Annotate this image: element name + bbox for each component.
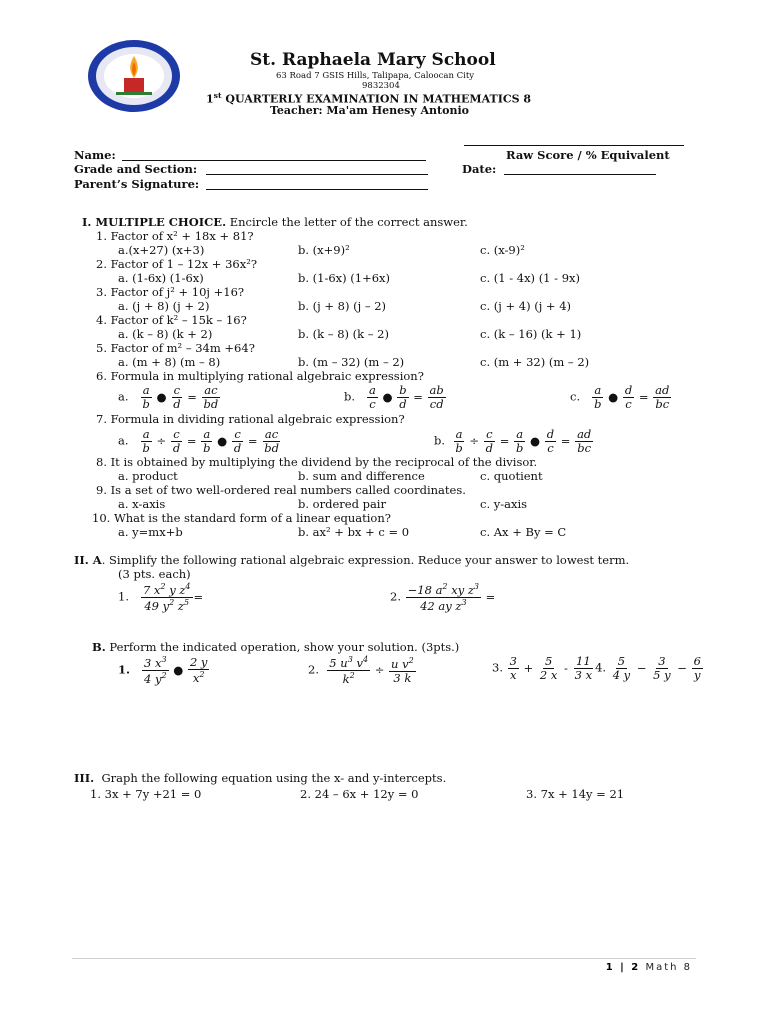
- q9-option-a[interactable]: a. x-axis: [118, 497, 166, 511]
- part2b-problem-2: 2. $\frac{5 u^3 v^4}{k^2}$ ÷ $\frac{u v^2}{3 k}$: [308, 655, 414, 686]
- q9-option-c[interactable]: c. y-axis: [480, 497, 528, 511]
- q5-text: 5. Factor of m² – 34m +64?: [96, 341, 255, 355]
- q7-option-a[interactable]: a. $\frac{a}{b}$ ÷ $\frac{c}{d}$ = $\frac{a}{b}$ ● $\frac{c}{d}$ = $\frac{ac}{bd}$: [118, 427, 279, 456]
- q5-option-b[interactable]: b. (m – 32) (m – 2): [298, 355, 405, 369]
- q1-text: 1. Factor of x² + 18x + 81?: [96, 229, 254, 243]
- q2-option-b[interactable]: b. (1-6x) (1+6x): [298, 271, 391, 285]
- part2a-problem-1: 1. $\frac{7 x^2 y z^4}{49 y^2 z^5}$ =: [118, 582, 204, 613]
- q10-option-a[interactable]: a. y=mx+b: [118, 525, 183, 539]
- q9-option-b[interactable]: b. ordered pair: [298, 497, 386, 511]
- part2b-problem-3: 3. $\frac{3}{x}$ + $\frac{5}{2 x}$ - $\frac{11}{3 x}$ 4. $\frac{5}{4 y}$ − $\frac{3}{5 y}$ − $\frac{6}{y}$: [492, 654, 701, 683]
- q6-text: 6. Formula in multiplying rational algebraic expression?: [96, 369, 424, 383]
- q2-option-a[interactable]: a. (1-6x) (1-6x): [118, 271, 204, 285]
- q3-text: 3. Factor of j² + 10j +16?: [96, 285, 245, 299]
- q8-text: 8. It is obtained by multiplying the dividend by the reciprocal of the divisor.: [96, 455, 538, 469]
- q8-option-c[interactable]: c. quotient: [480, 469, 543, 483]
- grade-section-label: Grade and Section:: [74, 162, 198, 176]
- school-address: 63 Road 7 GSIS Hills, Talipapa, Caloocan City: [276, 71, 475, 81]
- q8-option-a[interactable]: a. product: [118, 469, 178, 483]
- q1-option-b[interactable]: b. (x+9)²: [298, 243, 350, 257]
- part3-equation-3: 3. 7x + 14y = 21: [526, 787, 625, 801]
- q5-option-a[interactable]: a. (m + 8) (m – 8): [118, 355, 221, 369]
- raw-score-label: Raw Score / % Equivalent: [506, 148, 670, 162]
- part2a-heading: II. A. Simplify the following rational algebraic expression. Reduce your answer to lowest term.: [74, 553, 630, 567]
- q9-text: 9. Is a set of two well-ordered real numbers called coordinates.: [96, 483, 466, 497]
- q4-option-c[interactable]: c. (k – 16) (k + 1): [480, 327, 582, 341]
- q10-text: 10. What is the standard form of a linear equation?: [92, 511, 391, 525]
- q6-option-c[interactable]: c. $\frac{a}{b}$ ● $\frac{d}{c}$ = $\frac{ad}{bc}$: [570, 383, 670, 412]
- school-name: St. Raphaela Mary School: [250, 50, 496, 70]
- part3-equation-2: 2. 24 – 6x + 12y = 0: [300, 787, 419, 801]
- q1-option-a[interactable]: a.(x+27) (x+3): [118, 243, 205, 257]
- q2-option-c[interactable]: c. (1 - 4x) (1 - 9x): [480, 271, 580, 285]
- page-footer: 1 | 2 Math 8: [605, 962, 692, 973]
- q2-text: 2. Factor of 1 – 12x + 36x²?: [96, 257, 257, 271]
- q4-text: 4. Factor of k² – 15k – 16?: [96, 313, 247, 327]
- q10-option-c[interactable]: c. Ax + By = C: [480, 525, 567, 539]
- part3-heading: III. Graph the following equation using the x- and y-intercepts.: [74, 771, 447, 785]
- exam-title: 1st QUARTERLY EXAMINATION IN MATHEMATICS 8: [206, 91, 532, 106]
- part2a-points: (3 pts. each): [118, 567, 191, 581]
- part2b-heading: B. Perform the indicated operation, show your solution. (3pts.): [92, 640, 460, 654]
- name-label: Name:: [74, 148, 116, 162]
- q6-option-b[interactable]: b. $\frac{a}{c}$ ● $\frac{b}{d}$ = $\frac{ab}{cd}$: [344, 383, 444, 412]
- q3-option-b[interactable]: b. (j + 8) (j – 2): [298, 299, 387, 313]
- q5-option-c[interactable]: c. (m + 32) (m – 2): [480, 355, 590, 369]
- q3-option-a[interactable]: a. (j + 8) (j + 2): [118, 299, 210, 313]
- part2b-problem-1: 1. $\frac{3 x^3}{4 y^2}$ ● $\frac{2 y}{x^2}$: [118, 654, 208, 686]
- q4-option-a[interactable]: a. (k – 8) (k + 2): [118, 327, 213, 341]
- q7-option-b[interactable]: b. $\frac{a}{b}$ ÷ $\frac{c}{d}$ = $\frac{a}{b}$ ● $\frac{d}{c}$ = $\frac{ad}{bc}$: [434, 427, 592, 456]
- parent-signature-field[interactable]: [206, 189, 428, 190]
- date-field[interactable]: [504, 174, 656, 175]
- q1-option-c[interactable]: c. (x-9)²: [480, 243, 525, 257]
- footer-divider: [72, 958, 696, 959]
- q8-option-b[interactable]: b. sum and difference: [298, 469, 425, 483]
- q7-text: 7. Formula in dividing rational algebraic expression?: [96, 412, 405, 426]
- parent-signature-label: Parent’s Signature:: [74, 177, 200, 191]
- name-field[interactable]: [122, 160, 426, 161]
- school-logo: [86, 38, 182, 114]
- q3-option-c[interactable]: c. (j + 4) (j + 4): [480, 299, 572, 313]
- date-label: Date:: [462, 162, 497, 176]
- part1-heading: I. MULTIPLE CHOICE. Encircle the letter of the correct answer.: [82, 215, 468, 229]
- grade-section-field[interactable]: [206, 174, 428, 175]
- part3-equation-1: 1. 3x + 7y +21 = 0: [90, 787, 202, 801]
- part2a-problem-2: 2. $\frac{-18 a^2 xy z^3}{42 ay z^3}$ =: [390, 582, 496, 613]
- q4-option-b[interactable]: b. (k – 8) (k – 2): [298, 327, 389, 341]
- q6-option-a[interactable]: a. $\frac{a}{b}$ ● $\frac{c}{d}$ = $\frac{ac}{bd}$: [118, 383, 219, 412]
- school-phone: 9832304: [362, 81, 400, 91]
- raw-score-field[interactable]: [464, 145, 684, 146]
- teacher-name: Teacher: Ma'am Henesy Antonio: [270, 104, 469, 117]
- q10-option-b[interactable]: b. ax² + bx + c = 0: [298, 525, 410, 539]
